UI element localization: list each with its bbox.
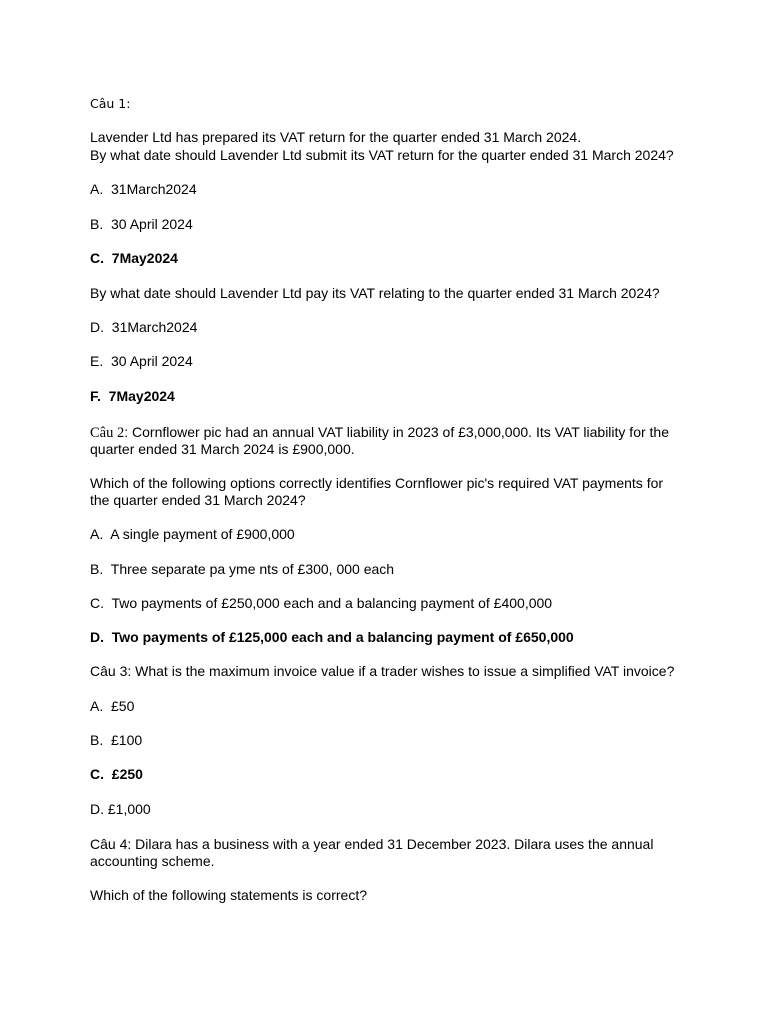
q2-option-b [90,561,394,578]
option-text: Two payments of £250,000 each and a balancing payment of £400,000 [111,595,553,611]
q4-question: Which of the following statements is correct? [90,887,368,903]
q1-option-d [90,319,197,336]
q1-stem-line-1: Lavender Ltd has prepared its VAT return for the quarter ended 31 March 2024. [90,129,582,145]
q1-stem-2: By what date should Lavender Ltd pay its VAT relating to the quarter ended 31 March 2024? [90,285,660,301]
option-letter: E. [90,353,104,369]
option-text: 7May2024 [111,250,178,266]
q2-stem-line-2: quarter ended 31 March 2024 is £900,000. [90,441,355,457]
q3-stem: Câu 3: What is the maximum invoice value if a trader wishes to issue a simplified VAT invoice? [90,663,675,679]
q3-option-b [90,732,142,749]
option-letter: B. [90,732,104,748]
option-text: Three separate pa yme nts of £300, 000 each [110,561,395,577]
q1-option-e [90,353,193,370]
q3-option-c-answer [90,766,143,783]
q3-option-a [90,698,134,715]
option-letter: A. [90,181,104,197]
q1-heading: Câu 1: [90,96,131,111]
option-letter: B. [90,216,104,232]
q4-stem-line-1: Câu 4: Dilara has a business with a year ended 31 December 2023. Dilara uses the annual [90,836,654,852]
q1-stem-line-2: By what date should Lavender Ltd submit its VAT return for the quarter ended 31 March 2024? [90,147,674,163]
option-text: A single payment of £900,000 [110,526,295,542]
q2-stem-line-1 [90,424,669,442]
q2-question-line-2: the quarter ended 31 March 2024? [90,492,306,508]
option-letter: C. [90,595,104,611]
option-letter: D. [90,801,104,817]
q1-option-c-answer [90,250,178,267]
option-text: 31March2024 [111,319,198,335]
option-text: 7May2024 [108,388,175,404]
q1-option-a [90,181,197,198]
q2-heading: Câu 2 [90,425,125,441]
option-letter: D. [90,629,104,645]
option-text: £50 [111,698,135,714]
q2-stem-line-1-text: : Cornflower pic had an annual VAT liability in 2023 of £3,000,000. Its VAT liability for the [124,424,669,440]
option-letter: B. [90,561,104,577]
option-letter: C. [90,766,104,782]
q2-question-line-1: Which of the following options correctly identifies Cornflower pic's required VAT payments for [90,475,664,491]
q1-option-b [90,216,193,233]
q3-option-d [90,801,151,818]
option-text: 30 April 2024 [111,216,193,232]
option-letter: A. [90,526,104,542]
option-text: £1,000 [107,801,151,817]
option-text: £100 [111,732,143,748]
option-letter: F. [90,388,101,404]
option-text: 30 April 2024 [111,353,193,369]
q2-option-a [90,526,295,543]
q2-option-d-answer [90,629,574,646]
q1-option-f-answer [90,388,175,405]
option-text: 31March2024 [111,181,197,197]
option-text: £250 [111,766,143,782]
q4-stem-line-2: accounting scheme. [90,853,215,869]
option-text: Two payments of £125,000 each and a balancing payment of £650,000 [111,629,574,645]
option-letter: A. [90,698,104,714]
option-letter: C. [90,250,104,266]
option-letter: D. [90,319,104,335]
q2-option-c [90,595,552,612]
